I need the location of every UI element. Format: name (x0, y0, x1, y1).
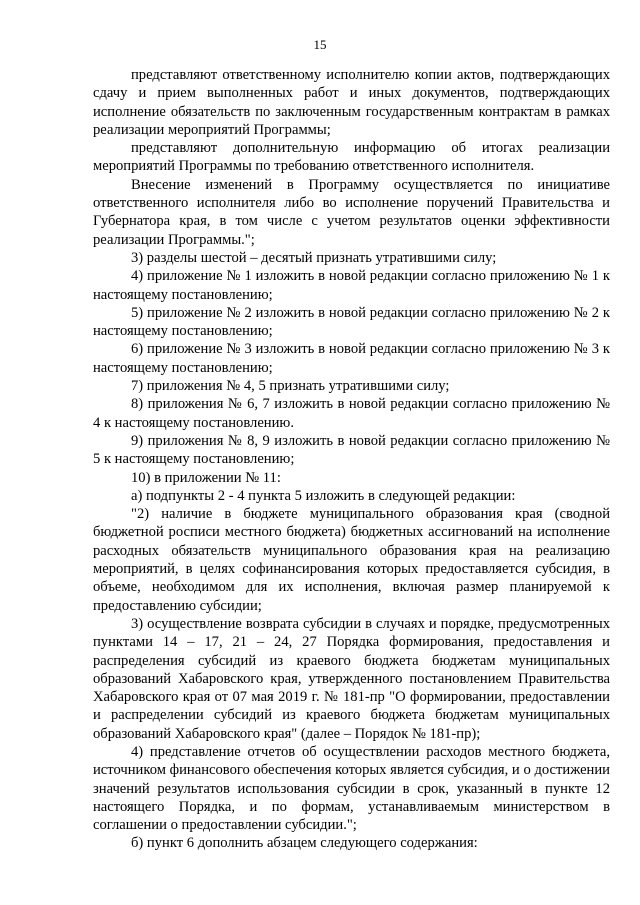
list-item-7: 7) приложения № 4, 5 признать утратившими силу; (131, 378, 450, 395)
list-item-9: 9) приложения № 8, 9 изложить в новой редакции согласно приложению № 5 к настоящему постановлению; (93, 432, 610, 468)
quoted-subpoint-3: 3) осуществление возврата субсидии в случаях и порядке, предусмотренных пунктами 14 – 17, 21 – 24, 27 Порядка формирования, предоставления и распределения субсидий из краевого бюджета бюджетам муниципальных образований Хабаровского края, утвержденного постановлением Правительства Хабаровского края от 07 мая 2019 г. № 181-пр "О формировании, предоставлении и распределении субсидий из краевого бюджета бюджетам муниципальных образований Хабаровского края" (далее – Порядок № 181-пр); (93, 615, 610, 742)
paragraph-acts-copies: представляют ответственному исполнителю копии актов, подтверждающих сдачу и прием выполненных работ и иных документов, подтверждающих исполнение обязательств по заключенным государственным контрактам в рамках реализации мероприятий Программы; (93, 67, 610, 138)
list-item-4: 4) приложение № 1 изложить в новой редакции согласно приложению № 1 к настоящему постановлению; (93, 268, 610, 303)
sub-item-a: а) подпункты 2 - 4 пункта 5 изложить в следующей редакции: (131, 487, 516, 504)
page-body (93, 66, 610, 853)
quoted-subpoint-2: "2) наличие в бюджете муниципального образования края (сводной бюджетной росписи местного бюджета) бюджетных ассигнований на исполнение расходных обязательств муниципального образования края на реализацию мероприятий, в целях софинансирования которых предоставляется субсидия, в объеме, необходимом для их исполнения, включая размер планируемой к предоставлению субсидии; (93, 506, 610, 614)
page-number: 15 (313, 37, 327, 52)
paragraph-program-changes: Внесение изменений в Программу осуществляется по инициативе ответственного исполнителя либо во исполнение поручений Правительства и Губернатора края, в том числе с учетом результатов оценки эффективности реализации Программы."; (93, 176, 610, 248)
quoted-subpoint-4: 4) представление отчетов об осуществлении расходов местного бюджета, источником финансового обеспечения которых является субсидия, и о достижении значений результатов использования субсидии в срок, указанный в пункте 12 настоящего Порядка, и по формам, устанавливаемым министерством в соглашении о предоставлении субсидии."; (93, 743, 610, 834)
list-item-8: 8) приложения № 6, 7 изложить в новой редакции согласно приложению № 4 к настоящему постановлению. (93, 396, 610, 431)
list-item-3: 3) разделы шестой – десятый признать утратившими силу; (131, 249, 497, 266)
list-item-10: 10) в приложении № 11: (131, 469, 281, 486)
paragraph-additional-info: представляют дополнительную информацию об итогах реализации мероприятий Программы по требованию ответственного исполнителя. (93, 140, 610, 175)
list-item-6: 6) приложение № 3 изложить в новой редакции согласно приложению № 3 к настоящему постановлению; (93, 341, 610, 376)
sub-item-b: б) пункт 6 дополнить абзацем следующего содержания: (131, 835, 478, 852)
list-item-5: 5) приложение № 2 изложить в новой редакции согласно приложению № 2 к настоящему постановлению; (93, 304, 610, 340)
